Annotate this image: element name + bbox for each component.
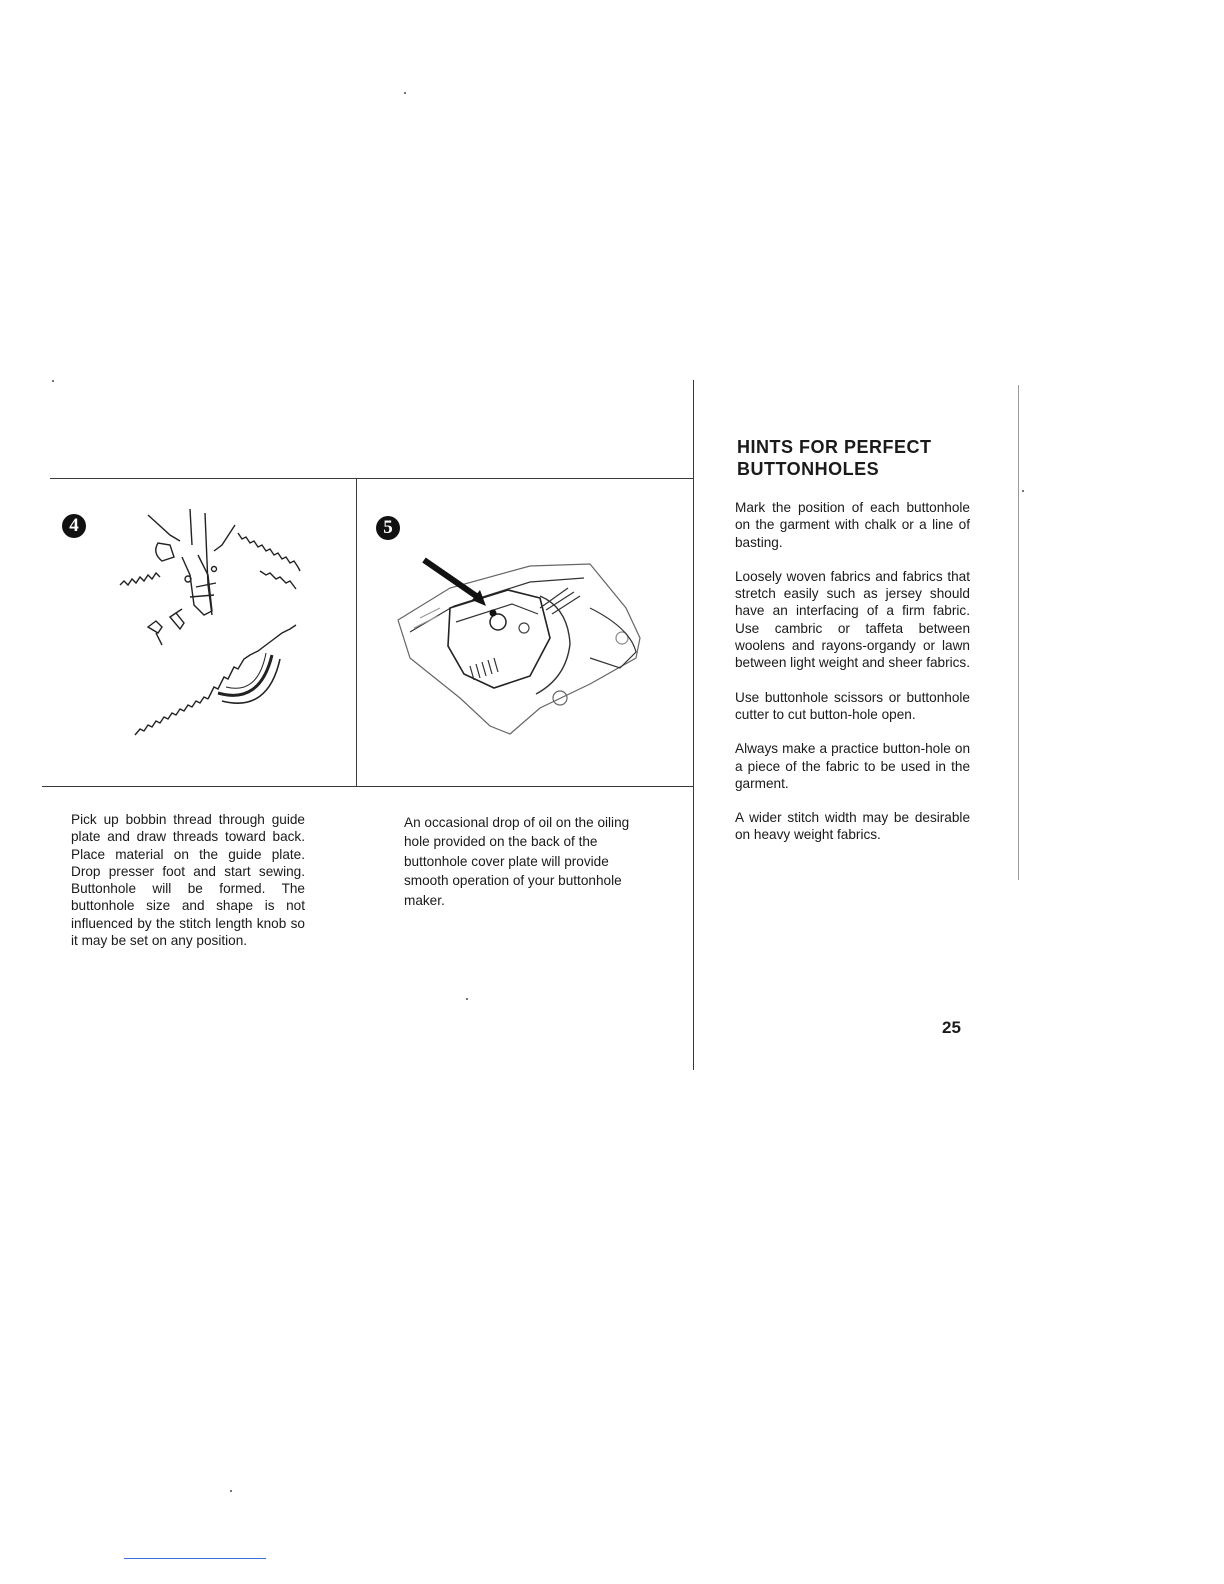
hint-paragraph: Loosely woven fabrics and fabrics that stretch easily such as jersey should have an interfacing of a firm fabric. Use cambric or taffeta between woolens and rayons-organdy or lawn between light weight and sheer fabrics. [735,568,971,671]
hint-paragraph: Use buttonhole scissors or buttonhole cutter to cut button-hole open. [735,689,970,722]
scan-speck [466,998,468,1000]
presser-foot-icon [110,505,310,745]
hints-title-line-1: HINTS FOR PERFECT [737,437,932,457]
step-4-badge: 4 [62,514,86,538]
scan-speck [1022,490,1024,492]
hint-paragraph: Always make a practice button-hole on a piece of the fabric to be used in the garment. [735,741,970,791]
hints-title-line-2: BUTTONHOLES [737,459,880,479]
presser-foot-and-fabric-illustration [110,505,310,745]
bottom-link-underline [124,1558,266,1559]
right-edge-rule [1018,385,1019,880]
hints-title [737,436,997,480]
page-number: 25 [942,1018,961,1037]
scan-speck [404,92,406,94]
scan-speck [52,380,54,382]
figure-frame-bottom-rule [42,786,693,787]
hints-list [735,499,970,861]
buttonhole-attachment-oil-hole-illustration [390,548,660,748]
column-divider-rule [693,380,694,1070]
hint-paragraph: A wider stitch width may be desirable on heavy weight fabrics. [735,810,970,843]
figure-divider-rule [356,478,357,786]
figure-frame-top-rule [50,478,693,479]
oil-hole-diagram-icon [390,548,660,748]
scan-speck [230,1490,232,1492]
hint-paragraph: Mark the position of each buttonhole on the garment with chalk or a line of basting. [735,500,970,550]
step-4-text: Pick up bobbin thread through guide plate and draw threads toward back. Place material on the guide plate. Drop presser foot and start sewing. Buttonhole will be formed. The buttonhole size and shape is not influenced by the stitch length knob so it may be set on any position. [71,812,305,949]
step-5-badge: 5 [376,516,400,540]
step-5-text: An occasional drop of oil on the oiling hole provided on the back of the buttonhole cover plate will provide smooth operation of your buttonhole maker. [404,815,630,908]
